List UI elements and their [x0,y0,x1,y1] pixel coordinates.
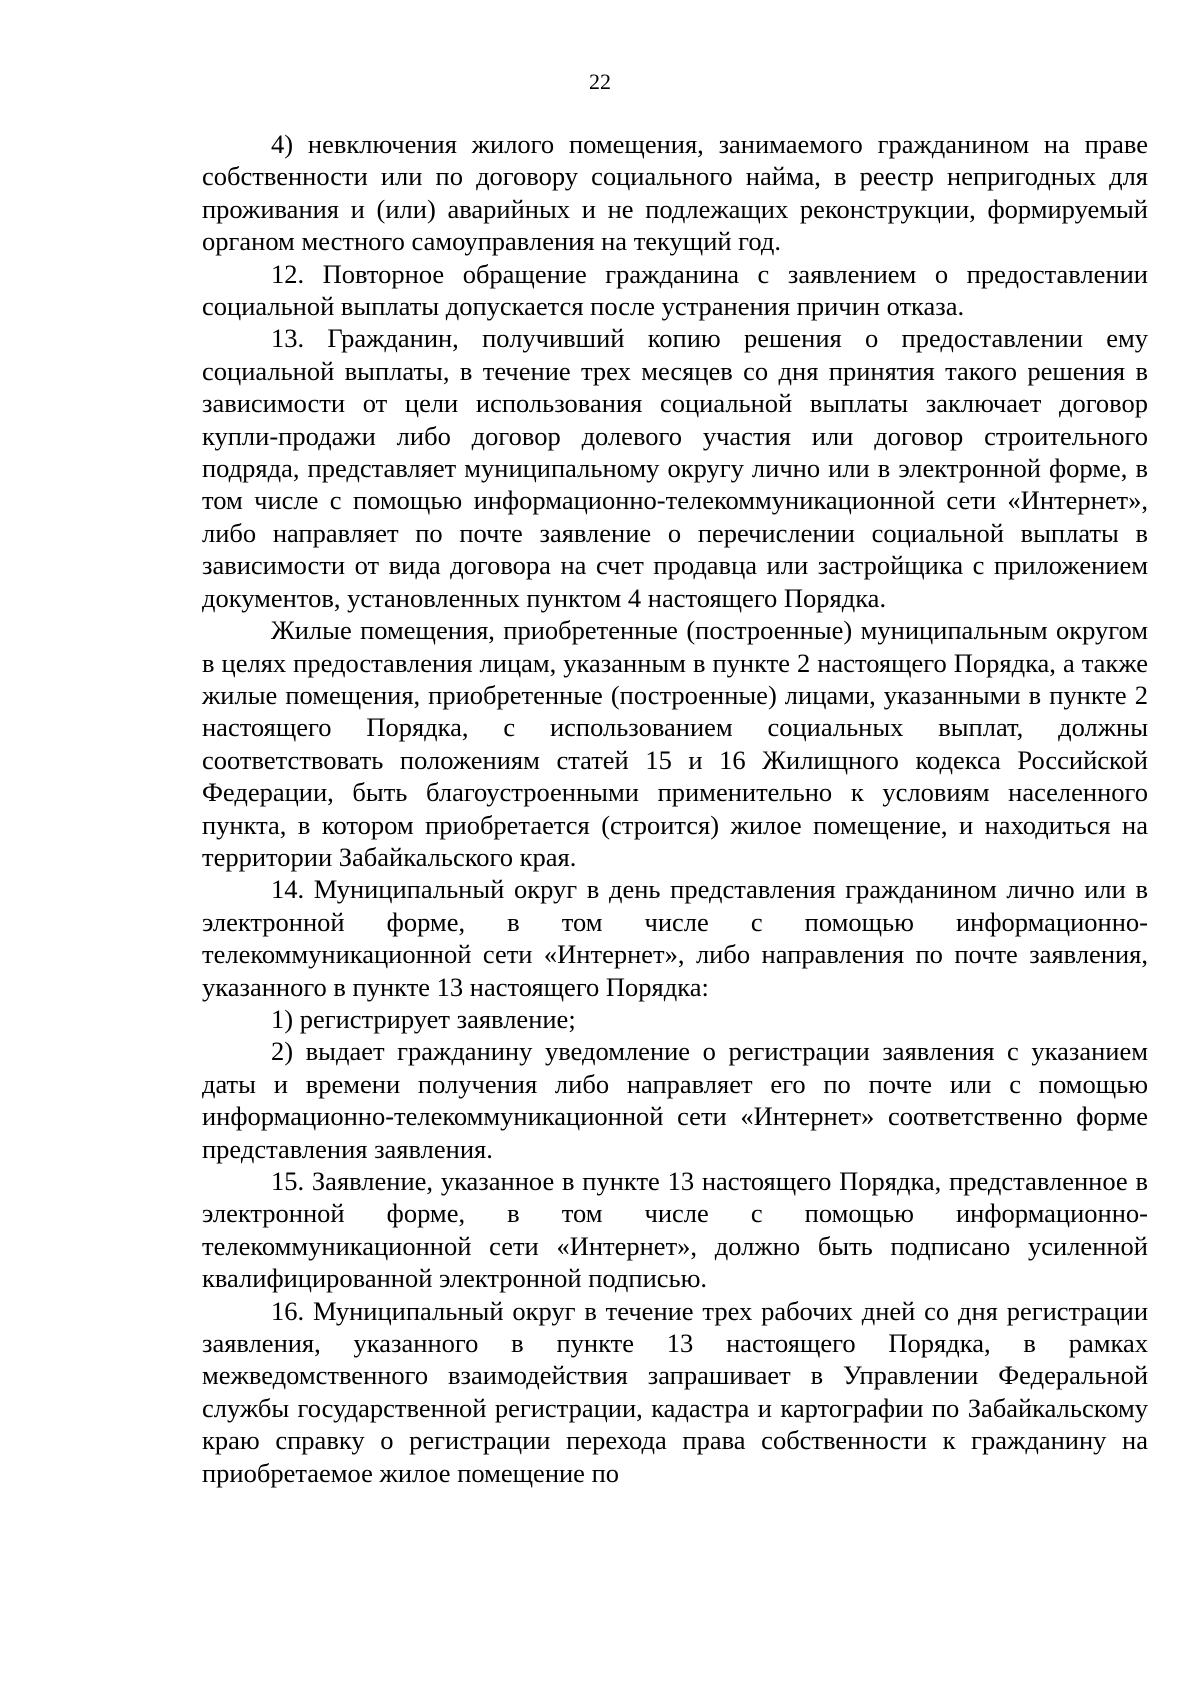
page-number: 22 [589,69,611,94]
paragraph-14-item-1: 1) регистрирует заявление; [271,1003,576,1034]
paragraph-15: 15. Заявление, указанное в пункте 13 настоящего Порядка, представленное в электронной форме, в том числе с помощью информационно-телекоммуникационной сети «Интернет», должно быть подписано усиленной квалифицированной электронной подписью. [202,1166,1148,1294]
paragraph-14: 14. Муниципальный округ в день представления гражданином лично или в электронной форме, в том числе с помощью информационно-телекоммуникационной сети «Интернет», либо направления по почте заявления, указанного в пункте 13 настоящего Порядка: [202,874,1148,1002]
paragraph-13: 13. Гражданин, получивший копию решения о предоставлении ему социальной выплаты, в течение трех месяцев со дня принятия такого решения в зависимости от цели использования социальной выплаты заключает договор купли-продажи либо договор долевого участия или договор строительного подряда, представляет муниципальному округу лично или в электронной форме, в том числе с помощью информационно-телекоммуникационной сети «Интернет», либо направляет по почте заявление о перечислении социальной выплаты в зависимости от вида договора на счет продавца или застройщика с приложением документов, установленных пунктом 4 настоящего Порядка. [202,323,1148,613]
paragraph-16: 16. Муниципальный округ в течение трех рабочих дней со дня регистрации заявления, указанного в пункте 13 настоящего Порядка, в рамках межведомственного взаимодействия запрашивает в Управлении Федеральной службы государственной регистрации, кадастра и картографии по Забайкальскому краю справку о регистрации перехода права собственности к гражданину на приобретаемое жилое помещение по [202,1295,1148,1488]
paragraph-12: 12. Повторное обращение гражданина с заявлением о предоставлении социальной выплаты допускается после устранения причин отказа. [202,258,1148,322]
paragraph-item-4: 4) невключения жилого помещения, занимаемого гражданином на праве собственности или по договору социального найма, в реестр непригодных для проживания и (или) аварийных и не подлежащих реконструкции, формируемый органом местного самоуправления на текущий год. [202,129,1148,257]
paragraph-14-item-2: 2) выдает гражданину уведомление о регистрации заявления с указанием даты и времени получения либо направляет его по почте или с помощью информационно-телекоммуникационной сети «Интернет» соответственно форме представления заявления. [202,1036,1148,1164]
paragraph-13-continued: Жилые помещения, приобретенные (построенные) муниципальным округом в целях предоставления лицам, указанным в пункте 2 настоящего Порядка, а также жилые помещения, приобретенные (построенные) лицами, указанными в пункте 2 настоящего Порядка, с использованием социальных выплат, должны соответствовать положениям статей 15 и 16 Жилищного кодекса Российской Федерации, быть благоустроенными применительно к условиям населенного пункта, в котором приобретается (строится) жилое помещение, и находиться на территории Забайкальского края. [202,615,1148,872]
document-body [202,128,1148,1489]
